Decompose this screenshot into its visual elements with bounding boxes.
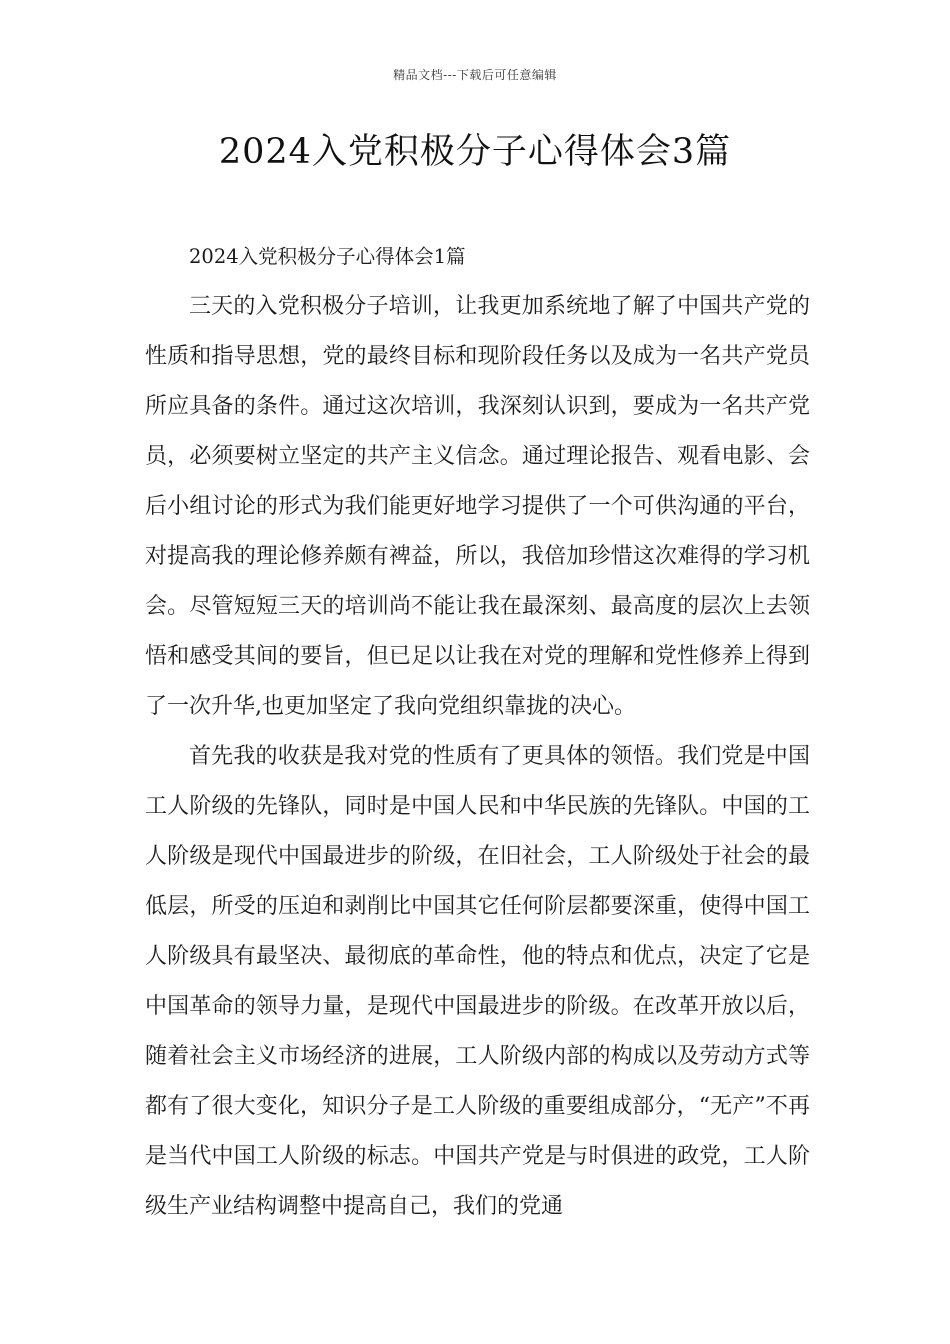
section-heading: 2024入党积极分子心得体会1篇 bbox=[189, 245, 466, 268]
document-title: 2024入党积极分子心得体会3篇 bbox=[218, 132, 732, 172]
body-paragraph-1: 三天的入党积极分子培训，让我更加系统地了解了中国共产党的性质和指导思想，党的最终目标和现阶段任务以及成为一名共产党员所应具备的条件。通过这次培训，我深刻认识到，要成为一名共产党员，必须要树立坚定的共产主义信念。通过理论报告、观看电影、会后小组讨论的形式为我们能更好地学习提供了一个可供沟通的平台，对提高我的理论修养颇有裨益，所以，我倍加珍惜这次难得的学习机会。尽管短短三天的培训尚不能让我在最深刻、最高度的层次上去领悟和感受其间的要旨，但已足以让我在对党的理解和党性修养上得到了一次升华,也更加坚定了我向党组织靠拢的决心。 bbox=[145, 294, 810, 719]
page-header-note: 精品文档---下载后可任意编辑 bbox=[393, 68, 557, 82]
body-paragraph-2: 首先我的收获是我对党的性质有了更具体的领悟。我们党是中国工人阶级的先锋队，同时是中国人民和中华民族的先锋队。中国的工人阶级是现代中国最进步的阶级，在旧社会，工人阶级处于社会的最低层，所受的压迫和剥削比中国其它任何阶层都要深重，使得中国工人阶级具有最坚决、最彻底的革命性，他的特点和优点，决定了它是中国革命的领导力量，是现代中国最进步的阶级。在改革开放以后，随着社会主义市场经济的进展，工人阶级内部的构成以及劳动方式等都有了很大变化，知识分子是工人阶级的重要组成部分，“无产”不再是当代中国工人阶级的标志。中国共产党是与时俱进的政党，工人阶级生产业结构调整中提高自己，我们的党通 bbox=[145, 744, 810, 1219]
document-body bbox=[145, 232, 810, 1232]
